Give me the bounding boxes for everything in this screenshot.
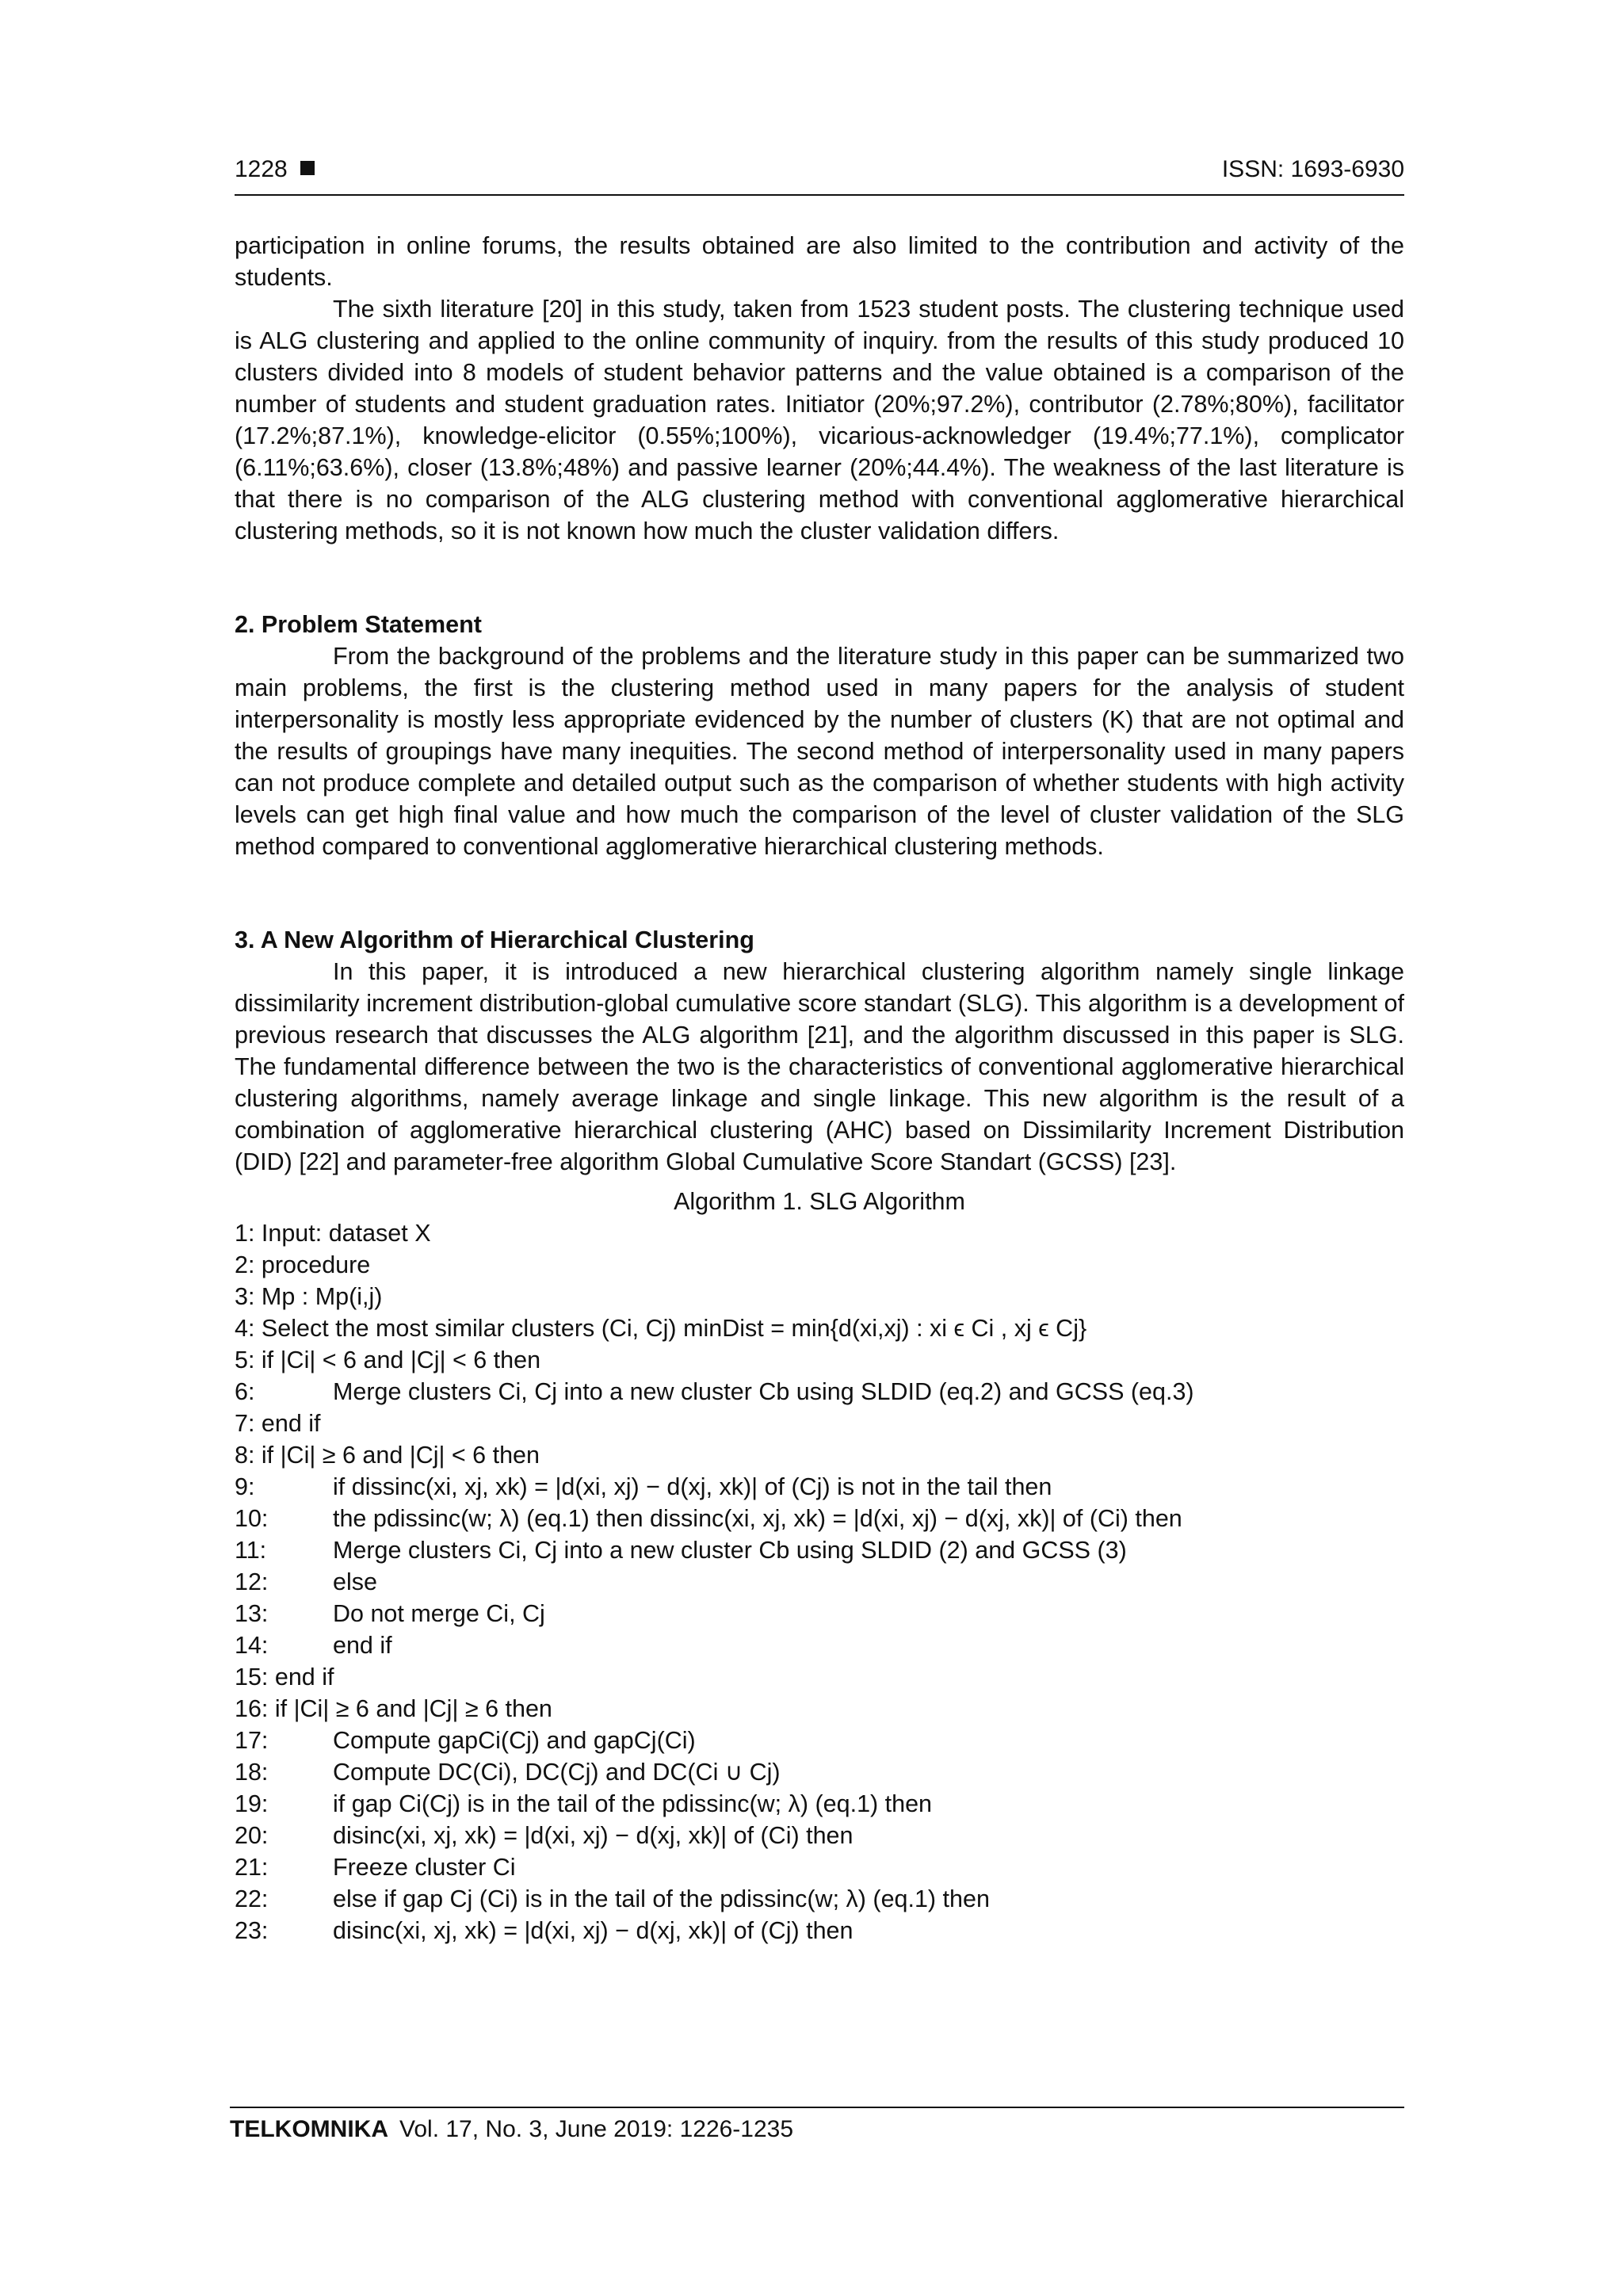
algorithm-line: 10: the pdissinc(w; λ) (eq.1) then dissinc(xi, xj, xk) = |d(xi, xj) − d(xj, xk)| of (Ci) then — [235, 1505, 1182, 1532]
algorithm-line: 7: end if — [235, 1410, 321, 1437]
paragraph-sixth-literature: The sixth literature [20] in this study, taken from 1523 student posts. The clustering technique used is ALG clustering and applied to the online community of inquiry. from the results of this study produced 10 clusters divided into 8 models of student behavior patterns and the value obtained is a comparison of the number of students and student graduation rates. Initiator (20%;97.2%), contributor (2.78%;80%), facilitator (17.2%;87.1%), knowledge-elicitor (0.55%;100%), vicarious-acknowledger (19.4%;77.1%), complicator (6.11%;63.6%), closer (13.8%;48%) and passive learner (20%;44.4%). The weakness of the last literature is that there is no comparison of the ALG clustering method with conventional agglomerative hierarchical clustering methods, so it is not known how much the cluster validation differs. — [235, 296, 1404, 544]
page-number: 1228 — [235, 156, 288, 182]
algorithm-caption: Algorithm 1. SLG Algorithm — [674, 1188, 965, 1215]
algorithm-line: 2: procedure — [235, 1251, 371, 1278]
algorithm-line: 23: disinc(xi, xj, xk) = |d(xi, xj) − d(xj, xk)| of (Cj) then — [235, 1917, 854, 1944]
paragraph-new-algorithm: In this paper, it is introduced a new hierarchical clustering algorithm namely single linkage dissimilarity increment distribution-global cumulative score standart (SLG). This algorithm is a development of previous research that discusses the ALG algorithm [21], and the algorithm discussed in this paper is SLG. The fundamental difference between the two is the characteristics of conventional agglomerative hierarchical clustering algorithms, namely average linkage and single linkage. This new algorithm is the result of a combination of agglomerative hierarchical clustering (AHC) based on Dissimilarity Increment Distribution (DID) [22] and parameter-free algorithm Global Cumulative Score Standart (GCSS) [23]. — [235, 958, 1404, 1175]
algorithm-line: 15: end if — [235, 1664, 334, 1690]
algorithm-line: 19: if gap Ci(Cj) is in the tail of the pdissinc(w; λ) (eq.1) then — [235, 1790, 933, 1817]
algorithm-line: 21: Freeze cluster Ci — [235, 1854, 516, 1881]
algorithm-line: 9: if dissinc(xi, xj, xk) = |d(xi, xj) − d(xj, xk)| of (Cj) is not in the tail then — [235, 1473, 1052, 1500]
journal-citation: Vol. 17, No. 3, June 2019: 1226-1235 — [399, 2116, 794, 2142]
black-square-icon — [300, 161, 315, 175]
algorithm-line: 18: Compute DC(Ci), DC(Cj) and DC(Ci ∪ Cj) — [235, 1759, 781, 1786]
algorithm-line: 8: if |Ci| ≥ 6 and |Cj| < 6 then — [235, 1442, 540, 1469]
page-body — [235, 230, 1404, 1946]
algorithm-line: 22: else if gap Cj (Ci) is in the tail of the pdissinc(w; λ) (eq.1) then — [235, 1885, 990, 1912]
page-number-block — [235, 156, 315, 183]
algorithm-listing — [235, 1217, 1404, 1946]
algorithm-line: 5: if |Ci| < 6 and |Cj| < 6 then — [235, 1347, 541, 1373]
journal-name: TELKOMNIKA — [230, 2116, 388, 2142]
paragraph-problem-statement: From the background of the problems and the literature study in this paper can be summarized two main problems, the first is the clustering method used in many papers for the analysis of student interpersonality is mostly less appropriate evidenced by the number of clusters (K) that are not optimal and the results of groupings have many inequities. The second method of interpersonality used in many papers can not produce complete and detailed output such as the comparison of whether students with high activity levels can get high final value and how much the comparison of the level of cluster validation of the SLG method compared to conventional agglomerative hierarchical clustering methods. — [235, 643, 1404, 860]
algorithm-line: 16: if |Ci| ≥ 6 and |Cj| ≥ 6 then — [235, 1695, 552, 1722]
algorithm-line: 13: Do not merge Ci, Cj — [235, 1600, 545, 1627]
algorithm-line: 1: Input: dataset X — [235, 1220, 431, 1247]
issn: ISSN: 1693-6930 — [1221, 156, 1404, 182]
page-footer — [230, 2107, 1404, 2143]
algorithm-line: 20: disinc(xi, xj, xk) = |d(xi, xj) − d(xj, xk)| of (Ci) then — [235, 1822, 854, 1849]
paragraph-continued: participation in online forums, the results obtained are also limited to the contribution and activity of the students. — [235, 232, 1404, 291]
algorithm-line: 3: Mp : Mp(i,j) — [235, 1283, 383, 1310]
algorithm-line: 12: else — [235, 1568, 377, 1595]
algorithm-line: 4: Select the most similar clusters (Ci, Cj) minDist = min{d(xi,xj) : xi ϵ Ci , xj ϵ Cj} — [235, 1315, 1087, 1342]
algorithm-line: 11: Merge clusters Ci, Cj into a new cluster Cb using SLDID (2) and GCSS (3) — [235, 1537, 1127, 1564]
algorithm-line: 6: Merge clusters Ci, Cj into a new cluster Cb using SLDID (eq.2) and GCSS (eq.3) — [235, 1378, 1194, 1405]
algorithm-line: 17: Compute gapCi(Cj) and gapCj(Ci) — [235, 1727, 696, 1754]
page-header — [235, 156, 1404, 196]
algorithm-line: 14: end if — [235, 1632, 392, 1659]
section-heading-problem-statement: 2. Problem Statement — [235, 611, 482, 638]
section-heading-new-algorithm: 3. A New Algorithm of Hierarchical Clustering — [235, 926, 754, 953]
